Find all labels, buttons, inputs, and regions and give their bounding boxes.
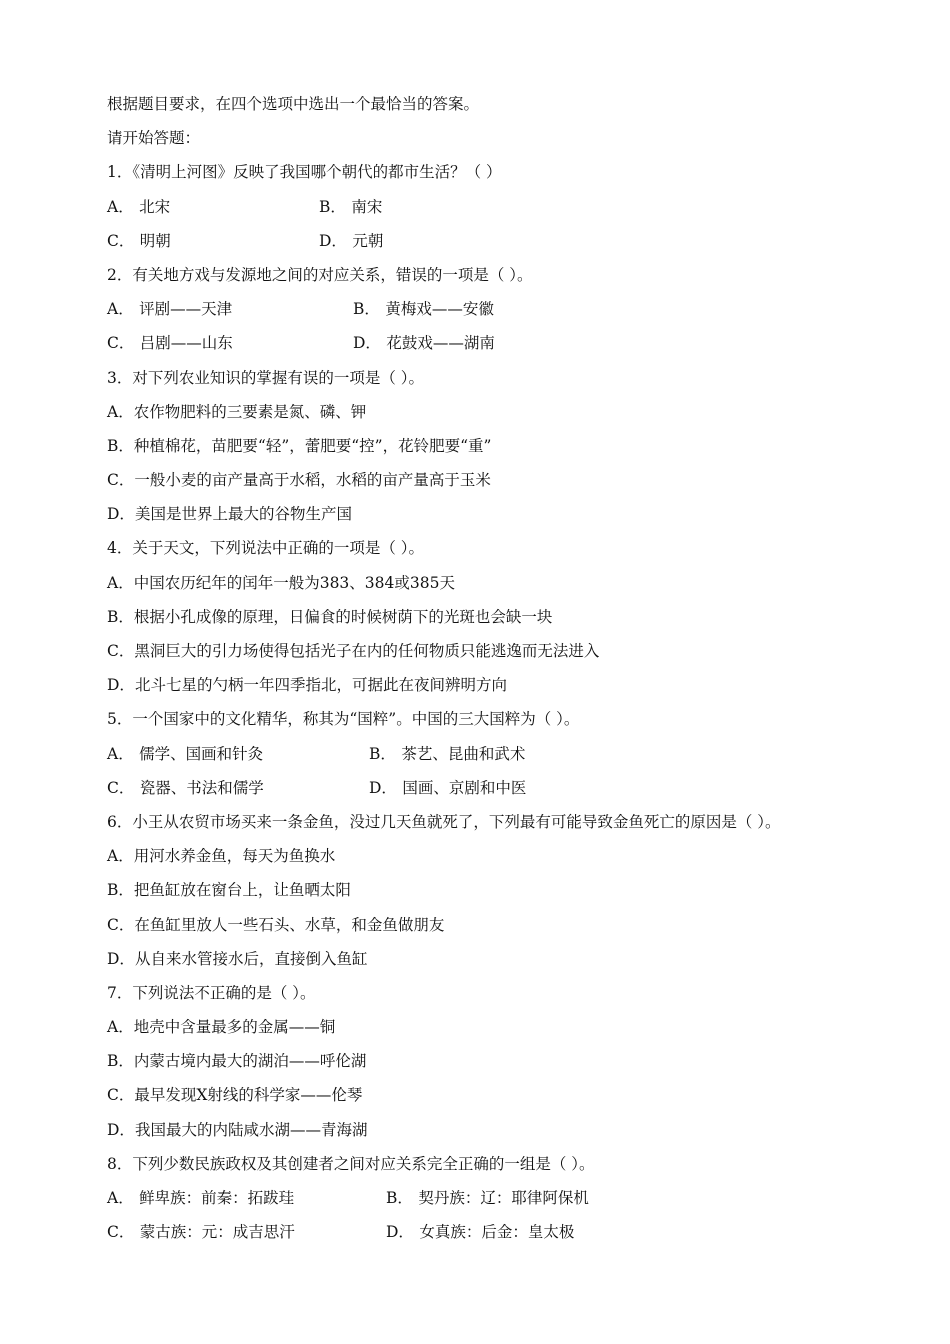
option-row [107,224,907,258]
option-c: C． 吕剧——山东 [107,334,233,353]
option-b: B．内蒙古境内最大的湖泊——呼伦湖 [107,1052,367,1071]
option-row [107,1181,907,1215]
option-b: B． 契丹族：辽：耶律阿保机 [386,1189,589,1207]
question-stem: 8．下列少数民族政权及其创建者之间对应关系完全正确的一组是（ ）。 [107,1154,595,1173]
option-d: D． 国画、京剧和中医 [369,778,527,797]
question-stem: 1．《清明上河图》反映了我国哪个朝代的都市生活？（ ） [107,163,502,182]
option-c: C．最早发现X射线的科学家——伦琴 [107,1086,363,1105]
option-row [107,737,907,771]
question-stem: 3．对下列农业知识的掌握有误的一项是（ ）。 [107,368,425,387]
question-stem: 7．下列说法不正确的是（ ）。 [107,983,316,1002]
option-a: A．中国农历纪年的闰年一般为383、384或385天 [107,573,455,592]
option-a: A．用河水养金鱼，每天为鱼换水 [107,847,336,866]
option-d: D．北斗七星的勺柄一年四季指北，可据此在夜间辨明方向 [107,676,507,695]
option-c: C． 瓷器、书法和儒学 [107,778,264,797]
question-stem: 2．有关地方戏与发源地之间的对应关系，错误的一项是（ ）。 [107,265,533,284]
option-a: A．地壳中含量最多的金属——铜 [107,1018,336,1037]
option-b: B．根据小孔成像的原理，日偏食的时候树荫下的光斑也会缺一块 [107,607,553,626]
option-a: A． 评剧——天津 [107,300,233,319]
option-c: C．一般小麦的亩产量高于水稻，水稻的亩产量高于玉米 [107,471,491,490]
exam-content [107,87,907,1249]
option-row [107,292,907,326]
option-c: C． 蒙古族：元：成吉思汗 [107,1223,295,1242]
instruction-text: 根据题目要求，在四个选项中选出一个最恰当的答案。 [107,95,480,113]
question-stem: 6．小王从农贸市场买来一条金鱼，没过几天鱼就死了，下列最有可能导致金鱼死亡的原因是（ ）。 [107,812,781,831]
option-d: D．美国是世界上最大的谷物生产国 [107,505,352,524]
option-c: C．黑洞巨大的引力场使得包括光子在内的任何物质只能逃逸而无法进入 [107,642,600,660]
option-d: D．我国最大的内陆咸水湖——青海湖 [107,1120,368,1139]
question-stem: 5．一个国家中的文化精华，称其为“国粹”。中国的三大国粹为（ ）。 [107,710,580,729]
option-b: B． 南宋 [319,197,383,216]
option-a: A．农作物肥料的三要素是氮、磷、钾 [107,402,367,421]
option-b: B． 茶艺、昆曲和武术 [369,744,526,763]
option-b: B． 黄梅戏——安徽 [353,300,494,319]
option-d: D．从自来水管接水后，直接倒入鱼缸 [107,949,368,968]
option-c: C． 明朝 [107,231,171,250]
option-b: B．把鱼缸放在窗台上，让鱼晒太阳 [107,881,351,900]
option-a: A． 鲜卑族：前秦：拓跋珪 [107,1189,295,1207]
option-a: A． 儒学、国画和针灸 [107,744,264,763]
option-row [107,190,907,224]
option-d: D． 元朝 [319,231,384,250]
option-row [107,771,907,805]
option-d: D． 女真族：后金：皇太极 [386,1223,575,1242]
option-a: A． 北宋 [107,197,171,216]
option-b: B．种植棉花，苗肥要“轻”，蕾肥要“控”，花铃肥要“重” [107,436,492,455]
start-prompt: 请开始答题： [107,129,201,148]
option-d: D． 花鼓戏——湖南 [353,334,495,353]
question-stem: 4．关于天文，下列说法中正确的一项是（ ）。 [107,539,425,558]
option-c: C．在鱼缸里放人一些石头、水草，和金鱼做朋友 [107,915,445,934]
option-row [107,326,907,360]
option-row [107,1215,907,1249]
